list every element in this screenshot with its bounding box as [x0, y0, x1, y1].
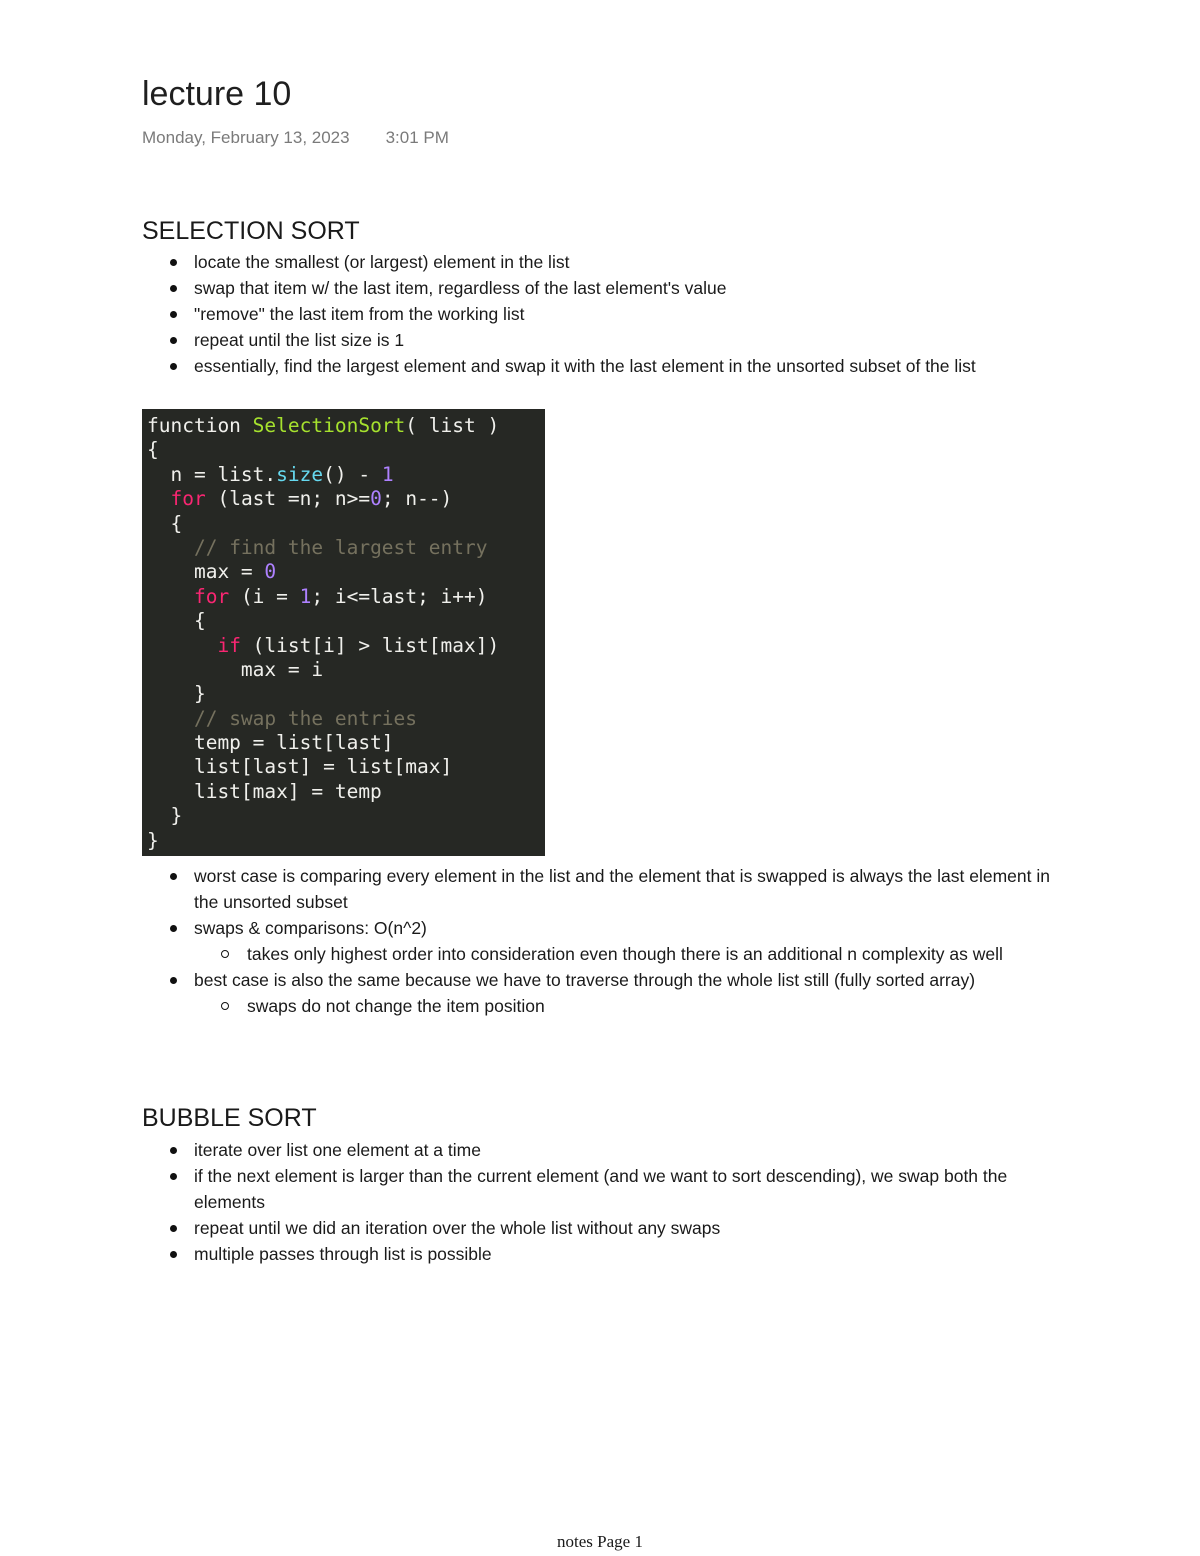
page-date: Monday, February 13, 2023	[142, 128, 350, 147]
code-token: ( list )	[405, 414, 500, 437]
code-token	[147, 536, 194, 559]
code-line	[147, 755, 545, 779]
page-footer: notes Page 1	[557, 1532, 643, 1551]
code-token: (list[i] > list[max])	[240, 633, 500, 657]
code-token: for	[193, 584, 230, 608]
code-token	[147, 585, 194, 608]
code-line	[147, 438, 545, 462]
bubble-sort-heading: BUBBLE SORT	[142, 1104, 317, 1132]
code-token: 1	[381, 462, 394, 486]
list-item: multiple passes through list is possible	[142, 1241, 1052, 1267]
selection-sort-analysis-list	[142, 863, 1052, 1019]
code-line	[147, 536, 545, 560]
list-item-text: worst case is comparing every element in the list and the element that is swapped is always the last element in the unsorted subset	[194, 866, 1050, 912]
code-line	[147, 731, 545, 755]
code-token: n = list.	[147, 462, 277, 486]
code-token: max =	[147, 560, 265, 584]
list-item-text: swaps & comparisons: O(n^2)	[194, 918, 427, 938]
list-item	[142, 967, 1052, 1019]
code-token: // swap the entries	[193, 706, 418, 730]
code-token: }	[147, 828, 159, 852]
code-line	[147, 414, 545, 438]
code-token: if	[217, 633, 241, 657]
list-item: swap that item w/ the last item, regardless of the last element's value	[142, 275, 1052, 301]
code-line	[147, 512, 545, 536]
code-token: SelectionSort	[252, 414, 406, 437]
code-token: max = i	[147, 657, 324, 681]
code-line	[147, 634, 545, 658]
page-meta	[142, 127, 449, 149]
code-line	[147, 707, 545, 731]
list-item: essentially, find the largest element and swap it with the last element in the unsorted subset of the list	[142, 353, 1052, 379]
sub-list-item: swaps do not change the item position	[194, 993, 1052, 1019]
page-title: lecture 10	[142, 75, 292, 113]
code-token: {	[147, 438, 159, 462]
code-token: {	[147, 609, 206, 633]
code-token	[147, 487, 170, 510]
code-line	[147, 658, 545, 682]
code-line	[147, 829, 545, 853]
code-token: }	[147, 682, 206, 706]
code-line	[147, 585, 545, 609]
code-token: list[last] = list[max]	[147, 755, 453, 779]
code-token: temp = list[last]	[147, 731, 394, 755]
list-item	[142, 915, 1052, 967]
code-token: 0	[370, 487, 382, 511]
bubble-sort-list	[142, 1137, 1052, 1267]
code-line	[147, 682, 545, 706]
code-token: ; i<=last; i++)	[311, 584, 488, 608]
sub-list-item: takes only highest order into consideration even though there is an additional n complexity as well	[194, 941, 1052, 967]
code-token	[147, 634, 217, 657]
list-item: locate the smallest (or largest) element in the list	[142, 249, 1052, 275]
code-token: for	[170, 487, 206, 511]
list-item: "remove" the last item from the working list	[142, 301, 1052, 327]
list-item: iterate over list one element at a time	[142, 1137, 1052, 1163]
selection-sort-code-image	[142, 409, 545, 856]
page-time: 3:01 PM	[385, 128, 449, 147]
code-token: list[max] = temp	[147, 779, 382, 803]
list-item: repeat until the list size is 1	[142, 327, 1052, 353]
list-item	[142, 863, 1052, 915]
code-line	[147, 487, 545, 511]
code-token: (i =	[229, 584, 300, 608]
list-item: repeat until we did an iteration over the whole list without any swaps	[142, 1215, 1052, 1241]
code-token: }	[147, 804, 183, 828]
sub-list	[194, 941, 1052, 967]
code-line	[147, 560, 545, 584]
code-token: {	[147, 511, 183, 535]
code-token: ; n--)	[381, 487, 453, 511]
code-token	[147, 707, 194, 730]
code-line	[147, 609, 545, 633]
code-line	[147, 804, 545, 828]
selection-sort-list	[142, 249, 1052, 379]
code-token: 0	[264, 560, 277, 584]
code-token: // find the largest entry	[193, 535, 488, 559]
code-line	[147, 463, 545, 487]
code-token: (last =n; n>=	[205, 487, 371, 511]
code-token: size	[276, 462, 324, 486]
selection-sort-heading: SELECTION SORT	[142, 217, 360, 245]
sub-list	[194, 993, 1052, 1019]
code-token: () -	[323, 462, 382, 486]
list-item: if the next element is larger than the current element (and we want to sort descending), we swap both the elements	[142, 1163, 1052, 1215]
code-line	[147, 780, 545, 804]
code-token: function	[147, 414, 253, 437]
list-item-text: best case is also the same because we have to traverse through the whole list still (fully sorted array)	[194, 970, 976, 990]
code-token: 1	[299, 584, 312, 608]
